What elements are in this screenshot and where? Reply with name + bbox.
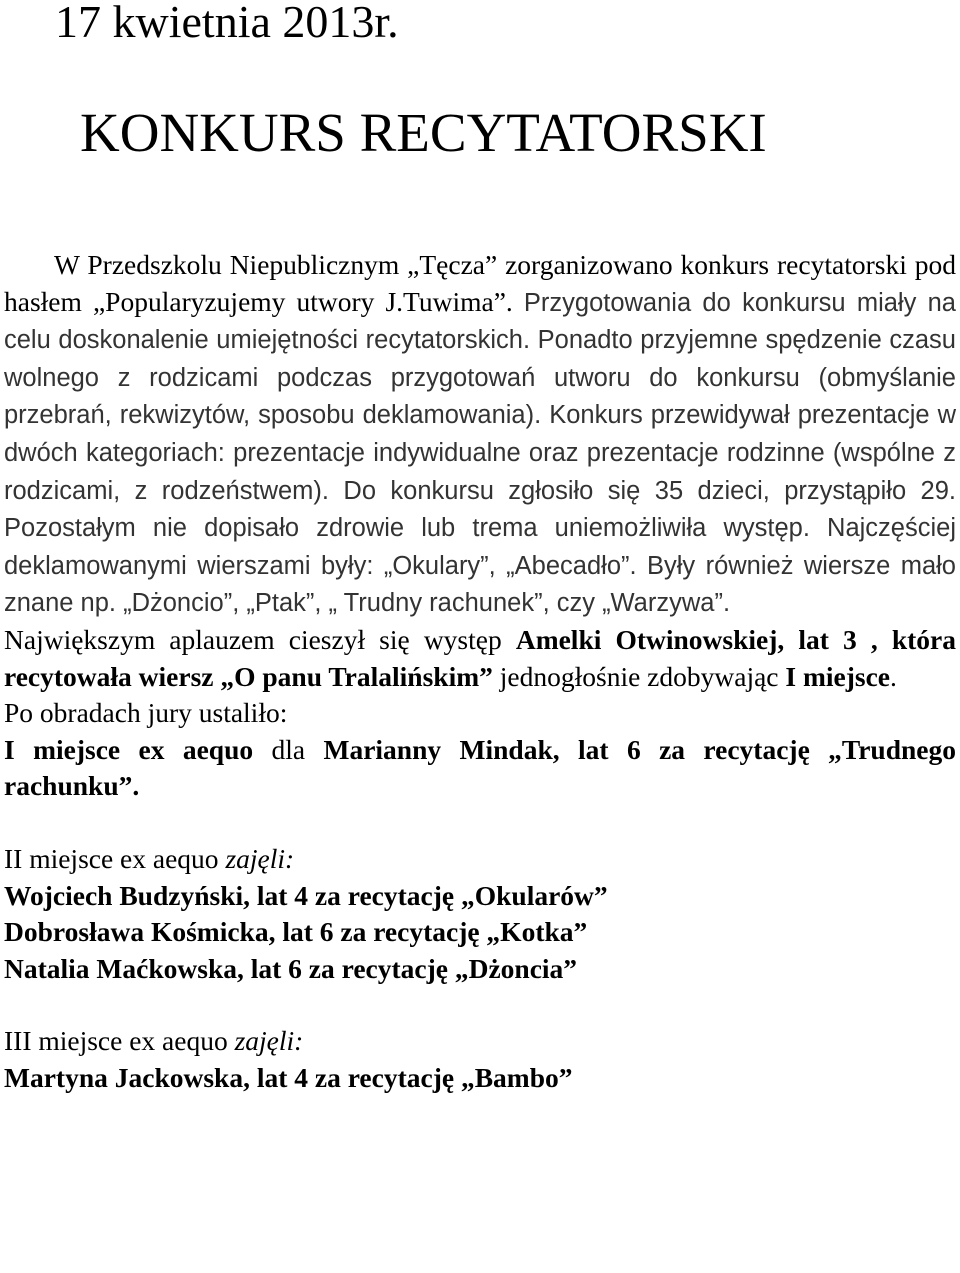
spacer	[4, 805, 956, 841]
applause-end: .	[889, 660, 897, 692]
first-place-label: I miejsce ex aequo	[4, 733, 254, 765]
third-place-winner-1: Martyna Jackowska, lat 4 za recytację „Bambo”	[4, 1061, 573, 1093]
document-date: 17 kwietnia 2013r.	[55, 0, 399, 47]
document-title: KONKURS RECYTATORSKI	[80, 102, 767, 163]
intro-sans-text: Przygotowania do konkursu miały na celu doskonalenie umiejętności recytatorskich. Ponadto przyjemne spędzenie czasu wolnego z rodzicami podczas przygotowań utworu do konkursu (obmyślanie przebrań, rekwizytów, sposobu deklamowania). Konkurs przewidywał prezentacje w dwóch kategoriach: prezentacje indywidualne oraz prezentacje rodzinne (wspólne z rodzicami, z rodzeństwem). Do konkursu zgłosiło się 35 dzieci, przystąpiło 29. Pozostałym nie dopisało zdrowie lub trema uniemożliwiła występ. Najczęściej deklamowanymi wierszami były: „Okulary”, „Abecadło”. Były również wiersze mało znane np. „Dżoncio”, „Ptak”, „ Trudny rachunek”, czy „Warzywa”.	[4, 288, 956, 618]
second-place-winner	[4, 914, 956, 951]
third-place-winner	[4, 1060, 956, 1097]
second-place-label: II miejsce ex aequo	[4, 842, 226, 874]
applause-winner: Amelki Otwinowskiej, lat 3 , która recytowała wiersz „O panu Tralalińskim”	[4, 623, 956, 692]
applause-lead: Największym aplauzem cieszył się występ	[4, 623, 516, 655]
second-place-heading	[4, 841, 956, 878]
first-place-details: , lat 6 za recytację „Trudnego rachunku”.	[4, 733, 956, 802]
second-place-verb: zajęli:	[225, 842, 295, 874]
first-place-dla: dla	[253, 733, 324, 765]
intro-serif-text: W Przedszkolu Niepublicznym „Tęcza” zorganizowano konkurs recytatorski pod hasłem „Popularyzujemy utwory J.Tuwima”.	[4, 249, 956, 317]
document-body	[4, 247, 956, 1096]
second-place-winner	[4, 951, 956, 988]
third-place-label: III miejsce ex aequo	[4, 1025, 235, 1057]
applause-middle: jednogłośnie zdobywając	[492, 660, 786, 692]
first-place-paragraph	[4, 732, 956, 805]
second-place-winner-3: Natalia Maćkowska, lat 6 za recytację „Dżoncia”	[4, 952, 578, 984]
third-place-heading	[4, 1023, 956, 1060]
third-place-verb: zajęli:	[234, 1025, 304, 1057]
intro-paragraph	[4, 247, 956, 622]
jury-intro: Po obradach jury ustaliło:	[4, 697, 288, 729]
first-place-name: Marianny Mindak	[323, 733, 553, 765]
second-place-winner	[4, 878, 956, 915]
applause-paragraph	[4, 622, 956, 695]
second-place-winner-1: Wojciech Budzyński, lat 4 za recytację „Okularów”	[4, 879, 608, 911]
applause-prize: I miejsce	[785, 660, 890, 692]
spacer	[4, 987, 956, 1023]
second-place-winner-2: Dobrosława Kośmicka, lat 6 za recytację „Kotka”	[4, 916, 588, 948]
